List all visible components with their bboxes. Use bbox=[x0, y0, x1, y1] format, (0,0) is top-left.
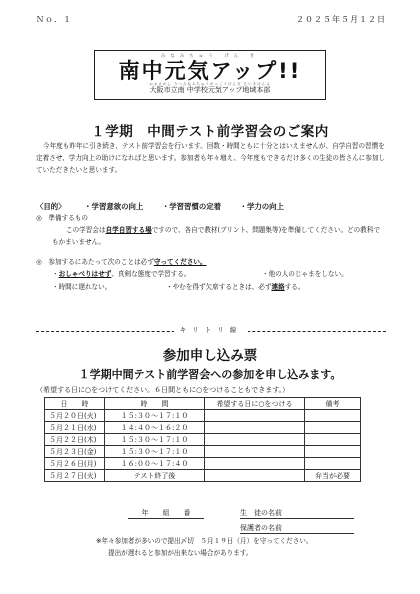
guardian-name-field[interactable]: 保護者の名前 bbox=[240, 523, 354, 534]
rule-item: ・時間に遅れない。 bbox=[52, 283, 112, 291]
cut-label: キリトリ線 bbox=[174, 326, 249, 334]
rules-label: ◎ 参加するにあたって次のことは必ず守ってください。 bbox=[36, 258, 207, 266]
rule-item: ・やむを得ず欠席するときは、必ず連絡する。 bbox=[166, 283, 305, 291]
rule-item: ・他の人のじゃまをしない。 bbox=[262, 270, 348, 278]
late-warning: 提出が遅れると参加が出来ない場合があります。 bbox=[108, 549, 253, 557]
date-cell: ５月２６日(月) bbox=[45, 458, 105, 470]
deadline-note: ※年々参加者が多いので提出〆切 ５月１９日（月）を守ってください。 bbox=[96, 537, 313, 545]
emphasis: 自学自習する場 bbox=[105, 226, 152, 234]
emphasis: 守ってください。 bbox=[153, 258, 207, 266]
column-header: 日 時 bbox=[45, 398, 105, 410]
attendance-check-cell[interactable] bbox=[205, 458, 305, 470]
cut-line bbox=[36, 326, 386, 336]
newsletter-title: 南中元気アップ!! bbox=[118, 59, 302, 83]
attendance-check-cell[interactable] bbox=[205, 422, 305, 434]
newsletter-title-box bbox=[94, 50, 326, 100]
remark-cell bbox=[305, 434, 361, 446]
table-row bbox=[45, 410, 361, 422]
rule-item: ・おしゃべりはせず、真剣な態度で学習する。 bbox=[52, 270, 191, 278]
title-ruby: みなみちゅう げん き bbox=[160, 54, 260, 59]
remark-cell bbox=[305, 458, 361, 470]
time-cell: １５:３０～１７:１０ bbox=[105, 446, 205, 458]
notice-heading: １学期 中間テスト前学習会のご案内 bbox=[91, 124, 329, 140]
items-text: この学習会は自学自習する場ですので、各自で教材(プリント、問題集等)を準備してください。どの教科でもかまいません。 bbox=[52, 226, 381, 246]
notice-intro: 今年度も昨年に引き続き、テスト前学習会を行います。回数・時間ともに十分とはいえませんが、自学自習の習慣を定着させ、学力向上の助けになればと思います。参加者も年々増え、今年度もできるだけ多くの生徒の皆さんに参加していただきたいと思います。 bbox=[36, 142, 386, 174]
time-cell: １４:４０～１６:２０ bbox=[105, 422, 205, 434]
time-cell: テスト終了後 bbox=[105, 470, 205, 482]
column-header: 希望する日に○をつける bbox=[205, 398, 305, 410]
goal-item: ・学力の向上 bbox=[239, 202, 284, 211]
form-title: 参加申し込み票 bbox=[162, 348, 258, 364]
date-cell: ５月２２日(木) bbox=[45, 434, 105, 446]
remark-cell: 弁当が必要 bbox=[305, 470, 361, 482]
items-label: ◎ 準備するもの bbox=[36, 214, 88, 222]
attendance-check-cell[interactable] bbox=[205, 470, 305, 482]
date-cell: ５月２０日(火) bbox=[45, 410, 105, 422]
time-cell: １６:００～１７:４０ bbox=[105, 458, 205, 470]
date-cell: ５月２１日(水) bbox=[45, 422, 105, 434]
goal-item: ・学習習慣の定着 bbox=[161, 202, 222, 211]
attendance-check-cell[interactable] bbox=[205, 410, 305, 422]
date-cell: ５月２３日(金) bbox=[45, 446, 105, 458]
column-header: 時 間 bbox=[105, 398, 205, 410]
goals-label: 〈目的〉 bbox=[36, 202, 66, 211]
date-cell: ５月２７日(火) bbox=[45, 470, 105, 482]
table-row bbox=[45, 422, 361, 434]
emphasis: 連絡 bbox=[271, 283, 285, 291]
table-row bbox=[45, 446, 361, 458]
time-cell: １５:３０～１７:１０ bbox=[105, 410, 205, 422]
remark-cell bbox=[305, 410, 361, 422]
goal-item: ・学習意欲の向上 bbox=[84, 202, 144, 211]
student-name-field[interactable]: 生 徒の名前 bbox=[240, 508, 354, 519]
table-row bbox=[45, 470, 361, 482]
table-header-row bbox=[45, 398, 361, 410]
class-number-field[interactable]: 年 組 番 bbox=[128, 508, 204, 519]
issue-number: Ｎｏ．１ bbox=[36, 15, 72, 24]
column-header: 備考 bbox=[305, 398, 361, 410]
emphasis: おしゃべりはせず bbox=[58, 270, 112, 278]
table-row bbox=[45, 458, 361, 470]
remark-cell bbox=[305, 422, 361, 434]
form-subtitle: １学期中間テスト前学習会への参加を申し込みます。 bbox=[78, 368, 342, 381]
goals-line bbox=[36, 201, 300, 212]
schedule-table bbox=[44, 397, 361, 482]
attendance-check-cell[interactable] bbox=[205, 446, 305, 458]
time-cell: １５:３０～１７:１０ bbox=[105, 434, 205, 446]
attendance-check-cell[interactable] bbox=[205, 434, 305, 446]
subtitle-ruby: おおさかし りつみなみちゅうがっこうげんき ちいきほんぶ bbox=[149, 82, 271, 86]
table-row bbox=[45, 434, 361, 446]
newsletter-subtitle: 大阪市立南 中学校元気アップ地域本部 bbox=[149, 86, 271, 94]
issue-date: ２０２５年５月１２日 bbox=[296, 15, 386, 24]
form-note: （希望する日に○をつけてください。６日間ともに○をつけることもできます。） bbox=[36, 386, 290, 394]
remark-cell bbox=[305, 446, 361, 458]
